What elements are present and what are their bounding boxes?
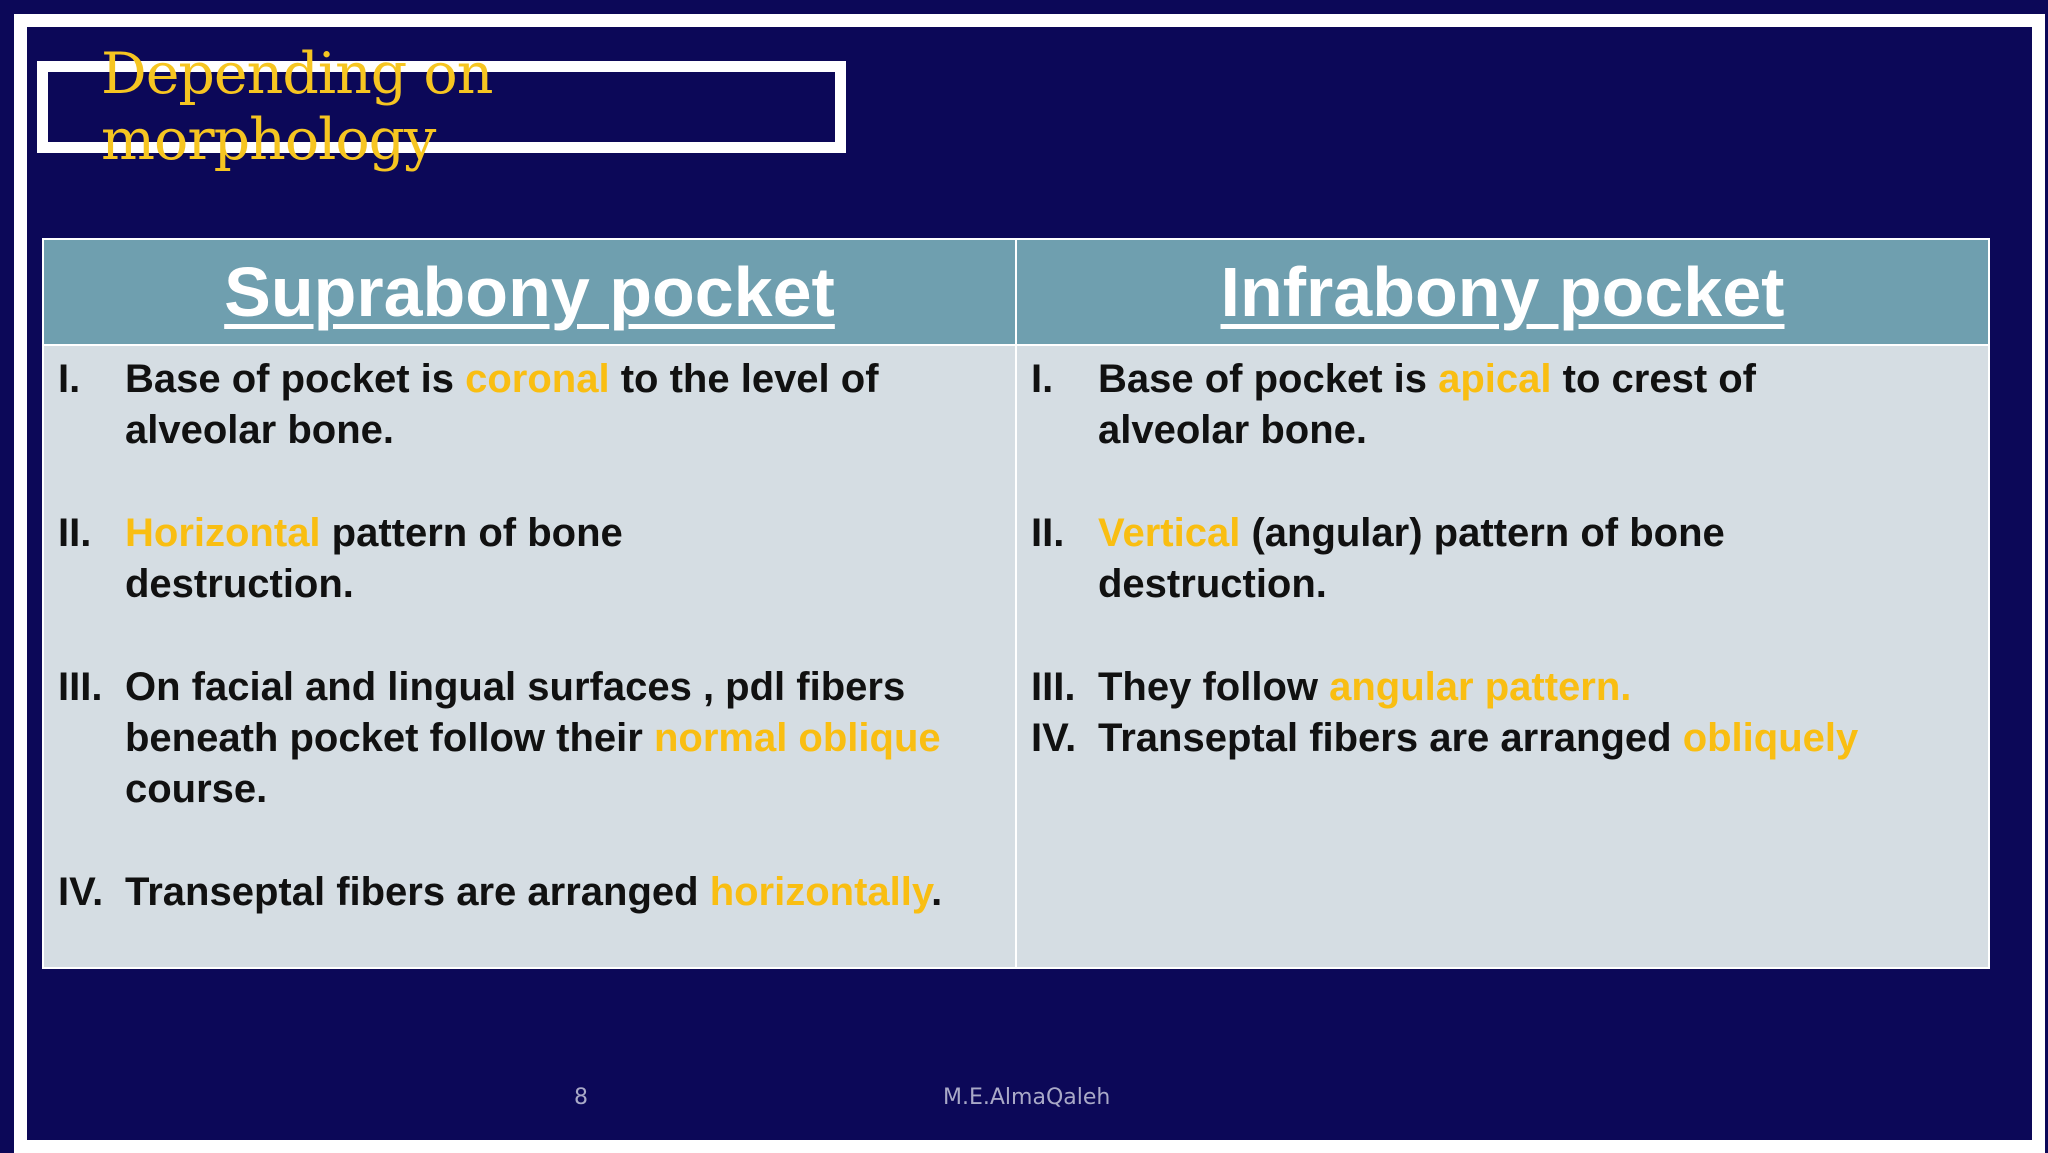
list-item — [1031, 662, 1978, 713]
table-body-row — [43, 345, 1989, 968]
header-cell-suprabony — [43, 239, 1016, 345]
list-item — [1031, 508, 1791, 610]
highlight-text: Vertical — [1098, 511, 1241, 555]
text-segment: Transeptal fibers are arranged — [125, 870, 710, 914]
highlight-text: angular pattern. — [1329, 665, 1632, 709]
page-number: 8 — [574, 1085, 588, 1110]
text-segment: to crest of alveolar bone. — [1098, 357, 1757, 452]
item-text — [125, 867, 1005, 918]
header-cell-infrabony — [1016, 239, 1989, 345]
item-numeral: I. — [58, 357, 81, 401]
item-numeral: III. — [1031, 665, 1076, 709]
highlight-text: apical — [1438, 357, 1552, 401]
column-header: Suprabony pocket — [224, 253, 835, 331]
list-item — [1031, 713, 1978, 764]
item-text — [1098, 354, 1831, 456]
item-text — [1098, 662, 1978, 713]
list-item — [58, 508, 658, 610]
column-header: Infrabony pocket — [1220, 253, 1785, 331]
text-segment: Transeptal fibers are arranged — [1098, 716, 1683, 760]
comparison-table — [42, 238, 1990, 969]
text-segment: to the level of alveolar bone. — [125, 357, 879, 452]
highlight-text: normal oblique — [653, 716, 941, 760]
text-segment: Base of pocket is — [125, 357, 466, 401]
item-numeral: II. — [1031, 511, 1065, 555]
table-header-row — [43, 239, 1989, 345]
list-item — [58, 354, 1005, 456]
item-numeral: IV. — [1031, 716, 1077, 760]
item-numeral: I. — [1031, 357, 1054, 401]
slide-title: Depending on morphology — [101, 41, 493, 173]
list-item — [1031, 354, 1831, 456]
body-cell-infrabony — [1016, 345, 1989, 968]
item-text — [1098, 508, 1791, 610]
title-box — [37, 41, 846, 173]
author-footer: M.E.AlmaQaleh — [943, 1085, 1111, 1110]
highlight-text: Horizontal — [125, 511, 321, 555]
body-cell-suprabony — [43, 345, 1016, 968]
highlight-text: obliquely — [1682, 716, 1859, 760]
highlight-text: coronal — [465, 357, 610, 401]
list-item — [58, 867, 1005, 918]
item-text — [1098, 713, 1978, 764]
text-segment: pattern of bone destruction. — [125, 511, 623, 606]
text-segment: On facial and lingual surfaces , pdl fibers beneath pocket follow their — [125, 665, 906, 760]
item-numeral: III. — [58, 665, 103, 709]
item-text — [125, 354, 1005, 456]
highlight-text: horizontally — [709, 870, 932, 914]
list-item — [58, 662, 1005, 815]
text-segment: . — [931, 870, 943, 914]
text-segment: course. — [125, 767, 268, 811]
item-numeral: II. — [58, 511, 92, 555]
item-text — [125, 662, 1005, 815]
text-segment: (angular) pattern of bone destruction. — [1098, 511, 1725, 606]
item-numeral: IV. — [58, 870, 104, 914]
item-text — [125, 508, 658, 610]
text-segment: They follow — [1098, 665, 1330, 709]
text-segment: Base of pocket is — [1098, 357, 1439, 401]
